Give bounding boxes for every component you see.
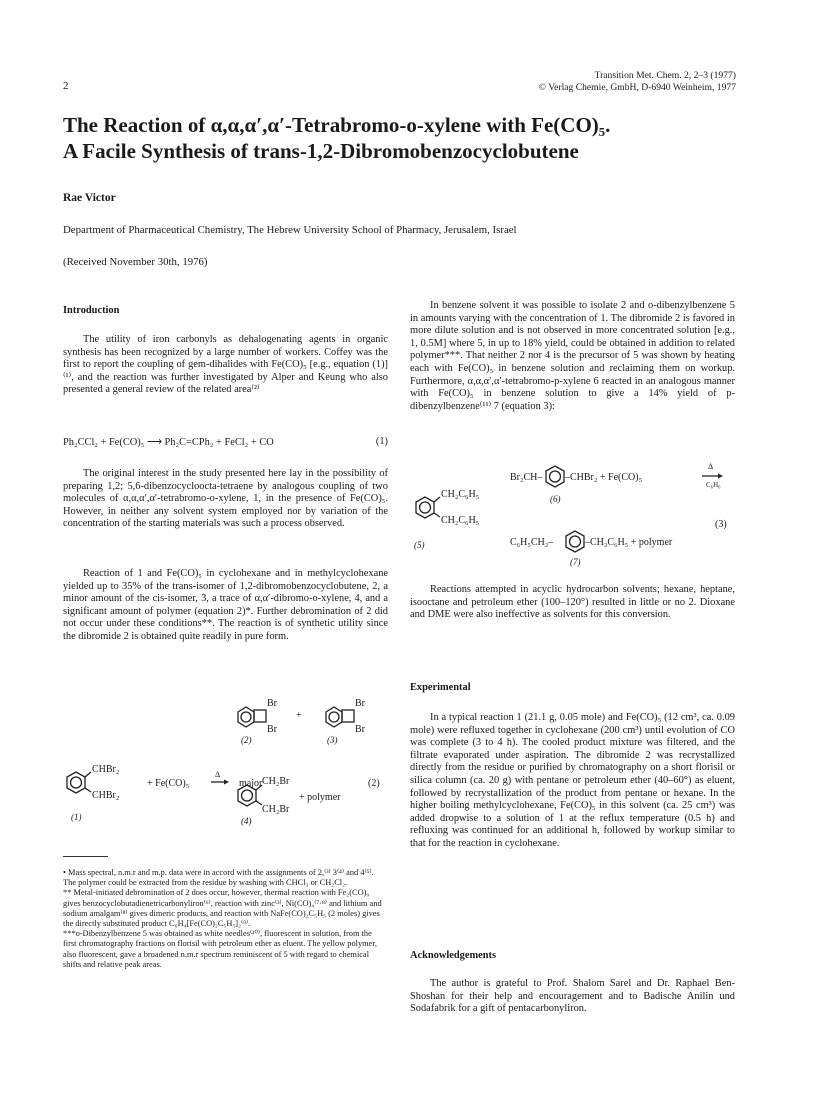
label-4: (4) bbox=[241, 816, 252, 826]
footnote-1: • Mass spectral, n.m.r and m.p. data were in accord with the assignments of 2,⁽³⁾ 3⁽⁴⁾ and 4⁽⁵⁾. The polymer could be extracted from the residue by washing with CHCl₃ or CH₂Cl₂. bbox=[63, 868, 374, 888]
compound-6-right: –CHBr₂ + Fe(CO)₅ bbox=[565, 472, 643, 483]
reaction-scheme-3 bbox=[410, 452, 735, 572]
equation-1 bbox=[63, 436, 388, 448]
author-name: Rae Victor bbox=[63, 192, 116, 204]
polymer-label: + polymer bbox=[299, 792, 341, 803]
footnote-rule bbox=[63, 856, 108, 857]
compound-1-benzene-ring bbox=[67, 772, 85, 793]
article-title bbox=[63, 112, 763, 164]
journal-citation: Transition Met. Chem. 2, 2–3 (1977) bbox=[594, 70, 736, 81]
heat-symbol: Δ bbox=[215, 770, 221, 779]
label-3: (3) bbox=[327, 735, 338, 745]
intro-paragraph-1: The utility of iron carbonyls as dehalogenating agents in organic synthesis has been recognized by a large number of workers. Coffey was the first to report the coupling of gem-dihalides with Fe(CO)₅ [e.g., equation (1)]⁽¹⁾, and the reaction was further investigated by Alper and Keung who also presented a general review of the related area⁽²⁾ bbox=[63, 334, 388, 396]
compound-3-br-bottom: Br bbox=[355, 724, 365, 735]
label-5: (5) bbox=[414, 540, 425, 550]
compound-7-right: –CH₂C₆H₅ + polymer bbox=[585, 537, 673, 548]
compound-5-ch2c6h5-bottom: CH₂C₆H₅ bbox=[441, 515, 480, 526]
compound-7-left: C₆H₅CH₂– bbox=[510, 537, 554, 548]
compound-3-br-top: Br bbox=[355, 698, 365, 709]
label-7: (7) bbox=[570, 557, 581, 567]
compound-1-chbr2-bottom: CHBr₂ bbox=[92, 790, 120, 801]
left-column bbox=[63, 305, 388, 318]
label-2: (2) bbox=[241, 735, 252, 745]
affiliation: Department of Pharmaceutical Chemistry, The Hebrew University School of Pharmacy, Jerusalem, Israel bbox=[63, 224, 517, 236]
intro-paragraph-2: The original interest in the study presented here lay in the possibility of preparing 1,2; 5,6-dibenzocycloocta-tetraene by analogous coupling of two molecules of α,α,α′,α′-tetrabromo-o-xylene, 1, in the presence of Fe(CO)₅. However, in neither any solvent system employed nor by variation of the concentration of the starting materials was such a process observed. bbox=[63, 468, 388, 530]
acknowledgements-heading: Acknowledgements bbox=[410, 950, 497, 961]
experimental-heading: Experimental bbox=[410, 682, 471, 693]
compound-5-ch2c6h5-top: CH₂C₆H₅ bbox=[441, 489, 480, 500]
major-label: major bbox=[239, 778, 263, 789]
footnotes bbox=[63, 868, 383, 970]
compound-6-benzene-ring bbox=[546, 466, 564, 487]
label-1: (1) bbox=[71, 812, 82, 822]
equation-1-number: (1) bbox=[375, 436, 388, 447]
equation-2-number: (2) bbox=[368, 778, 380, 789]
footnote-2: ** Metal-initiated debromination of 2 does occur, however, thermal reaction with Fe₂(CO)₉ gives benzocyclobutadienetricarbonyliron⁽⁶⁾, reaction with zinc⁽³⁾, Ni(CO)₄⁽⁷·⁸⁾ and lithium and sodium amalgam⁽⁸⁾ gives dimeric products, and reaction with NaFe(CO)₂C₅H₅ (2 moles) gives the directly substituted product C₆H₄[Fe(CO)₂C₅H₅]₂⁽⁹⁾. bbox=[63, 888, 382, 929]
journal-info bbox=[539, 70, 736, 94]
solvent-c6h6: C₆H₆ bbox=[706, 481, 721, 489]
right-paragraph-1: In benzene solvent it was possible to isolate 2 and o-dibenzylbenzene 5 in amounts varying with the concentration of 1. The dibromide 2 is favored in more dilute solution and is not observed in more concentrated solution [e.g., 1, 0.5M] where 5, in up to 18% yield, could be obtained in addition to related polymer***. That neither 2 nor 4 is the precursor of 5 was shown by heating each with Fe(CO)₅ in benzene solution and reclaiming them on workup. Furthermore, α,α,α′,α′-tetrabromo-p-xylene 6 reacted in an analogous manner with Fe(CO)₅ in benzene solution to give a 14% yield of p-dibenzylbenzene⁽¹¹⁾ 7 (equation 3): bbox=[410, 300, 735, 412]
compound-2-br-top: Br bbox=[267, 698, 277, 709]
compound-5-benzene-ring bbox=[416, 497, 434, 518]
compound-4-ch2br-bottom: CH₂Br bbox=[262, 804, 290, 815]
heat-symbol-3: Δ bbox=[708, 462, 714, 471]
scheme-plus: + bbox=[296, 710, 302, 721]
reaction-scheme-2 bbox=[63, 690, 388, 830]
introduction-heading: Introduction bbox=[63, 305, 120, 316]
compound-6-left: Br₂CH– bbox=[510, 472, 543, 483]
title-line-1: The Reaction of α,α,α′,α′-Tetrabromo-o-xylene with Fe(CO)₅. bbox=[63, 113, 611, 137]
equation-3-number: (3) bbox=[715, 519, 727, 530]
experimental-paragraph: In a typical reaction 1 (21.1 g, 0.05 mole) and Fe(CO)₅ (12 cm³, ca. 0.09 mole) were refluxed together in cyclohexane (200 cm³) until evolution of CO was complete (3 to 4 h). The cooled product mixture was filtered, and the filtrate evaporated under aspiration. The dibromide 2 was recrystallized directly from the residue or purified by chromatography on a short florisil or silica column (ca. 20 g) with pentane or petroleum ether (40–60°) as eluent, followed by recrystallization of the product from pentane or hexane. In the higher boiling methylcyclohexane, Fe(CO)₅ in this solvent (ca. 25 cm³) was added dropwise to a solution of 1 at the reflux temperature (0.5 h) and refluxing was continued for an additional h, followed by workup similar to that for the reaction in cyclohexane. bbox=[410, 712, 735, 849]
label-6: (6) bbox=[550, 494, 561, 504]
compound-1-chbr2-top: CHBr₂ bbox=[92, 764, 120, 775]
equation-1-text: Ph₂CCl₂ + Fe(CO)₅ ⟶ Ph₂C=CPh₂ + FeCl₂ + CO bbox=[63, 437, 274, 448]
footnote-3: ***o-Dibenzylbenzene 5 was obtained as white needles⁽¹⁰⁾, fluorescent in solution, from the first chromatography fractions on florisil with petroleum ether as eluent. The yellow polymer, also fluorescent, gave a broadened n.m.r spectrum reminiscent of 5 with regard to chemical shifts and relative peak areas. bbox=[63, 929, 377, 969]
intro-paragraph-3: Reaction of 1 and Fe(CO)₅ in cyclohexane and in methylcyclohexane yielded up to 35% of the trans-isomer of 1,2-dibromobenzocyclobutene, 2, a minor amount of the cis-isomer, 3, a trace of α,α′-dibromo-o-xylene, 4, and a significant amount of polymer (equation 2)*. Further debromination of 2 did not occur under these conditions**. The reaction is of synthetic utility since the dibromide 2 is obtained quite readily in pure form. bbox=[63, 568, 388, 642]
compound-4-ch2br-top: CH₂Br bbox=[262, 776, 290, 787]
reagent-fe-co5: + Fe(CO)₅ bbox=[147, 778, 190, 789]
journal-copyright: © Verlag Chemie, GmbH, D-6940 Weinheim, 1977 bbox=[538, 82, 736, 93]
acknowledgements-paragraph: The author is grateful to Prof. Shalom Sarel and Dr. Raphael Ben-Shoshan for their help and encouragement and to Badische Anilin und Sodafabrik for a gift of pentacarbonyliron. bbox=[410, 978, 735, 1015]
received-date: (Received November 30th, 1976) bbox=[63, 256, 208, 268]
compound-7-benzene-ring bbox=[566, 531, 584, 552]
right-paragraph-2: Reactions attempted in acyclic hydrocarbon solvents; hexane, heptane, isooctane and petroleum ether (100–120°) resulted in little or no 2. Dioxane and DME were also ineffective as solvents for this conversion. bbox=[410, 584, 735, 621]
page-number: 2 bbox=[63, 80, 69, 92]
title-line-2: A Facile Synthesis of trans-1,2-Dibromobenzocyclobutene bbox=[63, 139, 579, 163]
compound-2-br-bottom: Br bbox=[267, 724, 277, 735]
